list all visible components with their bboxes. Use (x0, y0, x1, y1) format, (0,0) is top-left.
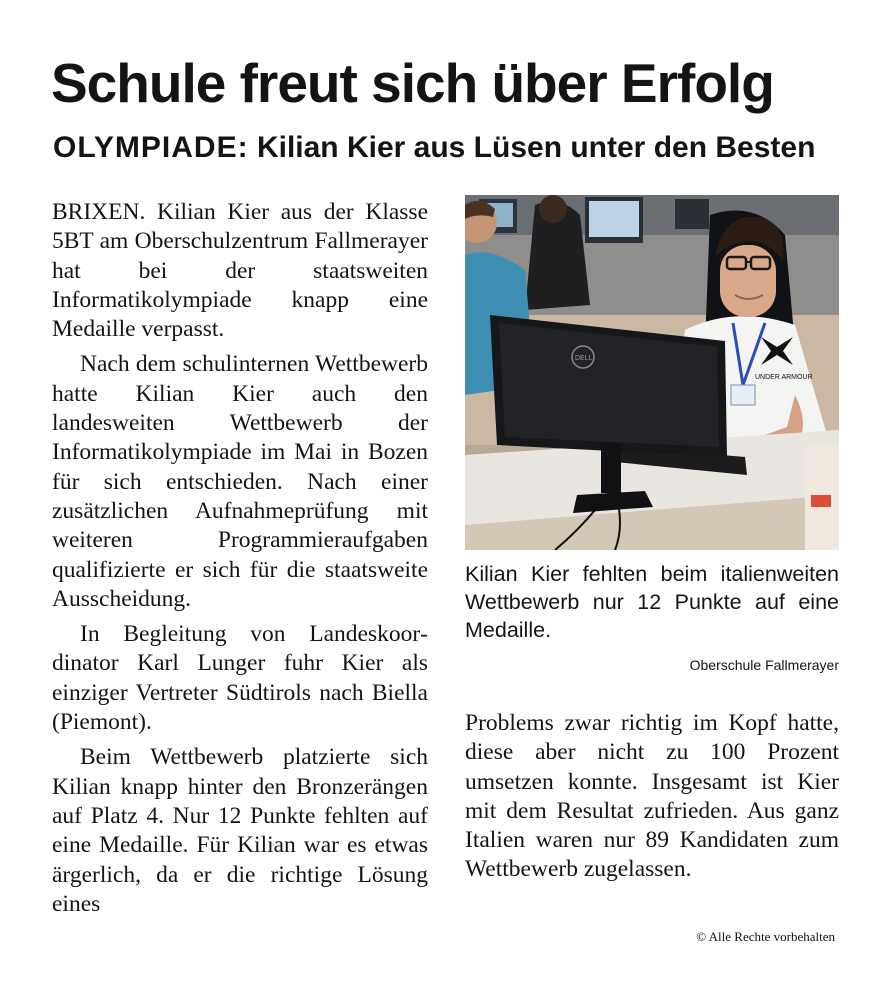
photo-caption: Kilian Kier fehlten beim italienweiten Wettbewerb nur 12 Punkte auf eine Medaille. (465, 562, 839, 642)
paragraph-5: Problems zwar richtig im Kopf hatte, diese aber nicht zu 100 Prozent umsetzen konnte. Insgesamt ist Kier mit dem Resultat zufrieden. Aus ganz Italien waren nur 89 Kandidaten zum Wettbewerb zugelassen. (465, 710, 839, 883)
background-monitor (675, 199, 709, 229)
svg-text:DELL: DELL (575, 355, 593, 362)
copyright-notice: © Alle Rechte vorbehalten (696, 929, 835, 944)
paragraph-3: In Begleitung von Landeskoordinator Karl Lunger fuhr Kier als einziger Vertreter Südtirols nach Biella (Piemont). (52, 621, 428, 736)
paragraph-4: Beim Wettbewerb platzierte sich Kilian knapp hinter den Bronzerängen auf Platz 4. Nur 12 Punkte fehlten auf eine Medaille. Für Kilian war es etwas ärgerlich, da er die richtige Lösung eines (52, 744, 428, 917)
photo-credit: Oberschule Fallmerayer (689, 657, 839, 673)
shirt-logo-text: UNDER ARMOUR (755, 374, 813, 381)
article-column-right (465, 709, 839, 885)
paragraph-1: BRIXEN. Kilian Kier aus der Klasse 5BT am Oberschulzentrum Fallmerayer hat bei der staatsweiten Informatikolympiade knapp eine Medaille verpasst. (52, 199, 428, 343)
kicker: OLYMPIADE: (53, 131, 249, 164)
monitor-stand (601, 443, 621, 493)
paragraph-2: Nach dem schulinternen Wettbewerb hatte Kilian Kier auch den landesweiten Wettbewerb der Informatikolympiade im Mai in Bozen für sich entschieden. Nach einer zusätzlichen Aufnahmeprüfung mit weiteren Programmieraufgaben qualifizierte er sich für die staatsweite Ausscheidung. (52, 351, 428, 612)
article-photo (465, 195, 839, 550)
headline: Schule freut sich über Erfolg (51, 52, 774, 114)
article-column-left (52, 198, 428, 919)
photo-illustration (465, 195, 839, 550)
subheadline-text: Kilian Kier aus Lüsen unter den Besten (256, 131, 816, 164)
subheadline (53, 130, 853, 166)
badge (731, 385, 755, 405)
photo-ceiling (465, 195, 839, 235)
